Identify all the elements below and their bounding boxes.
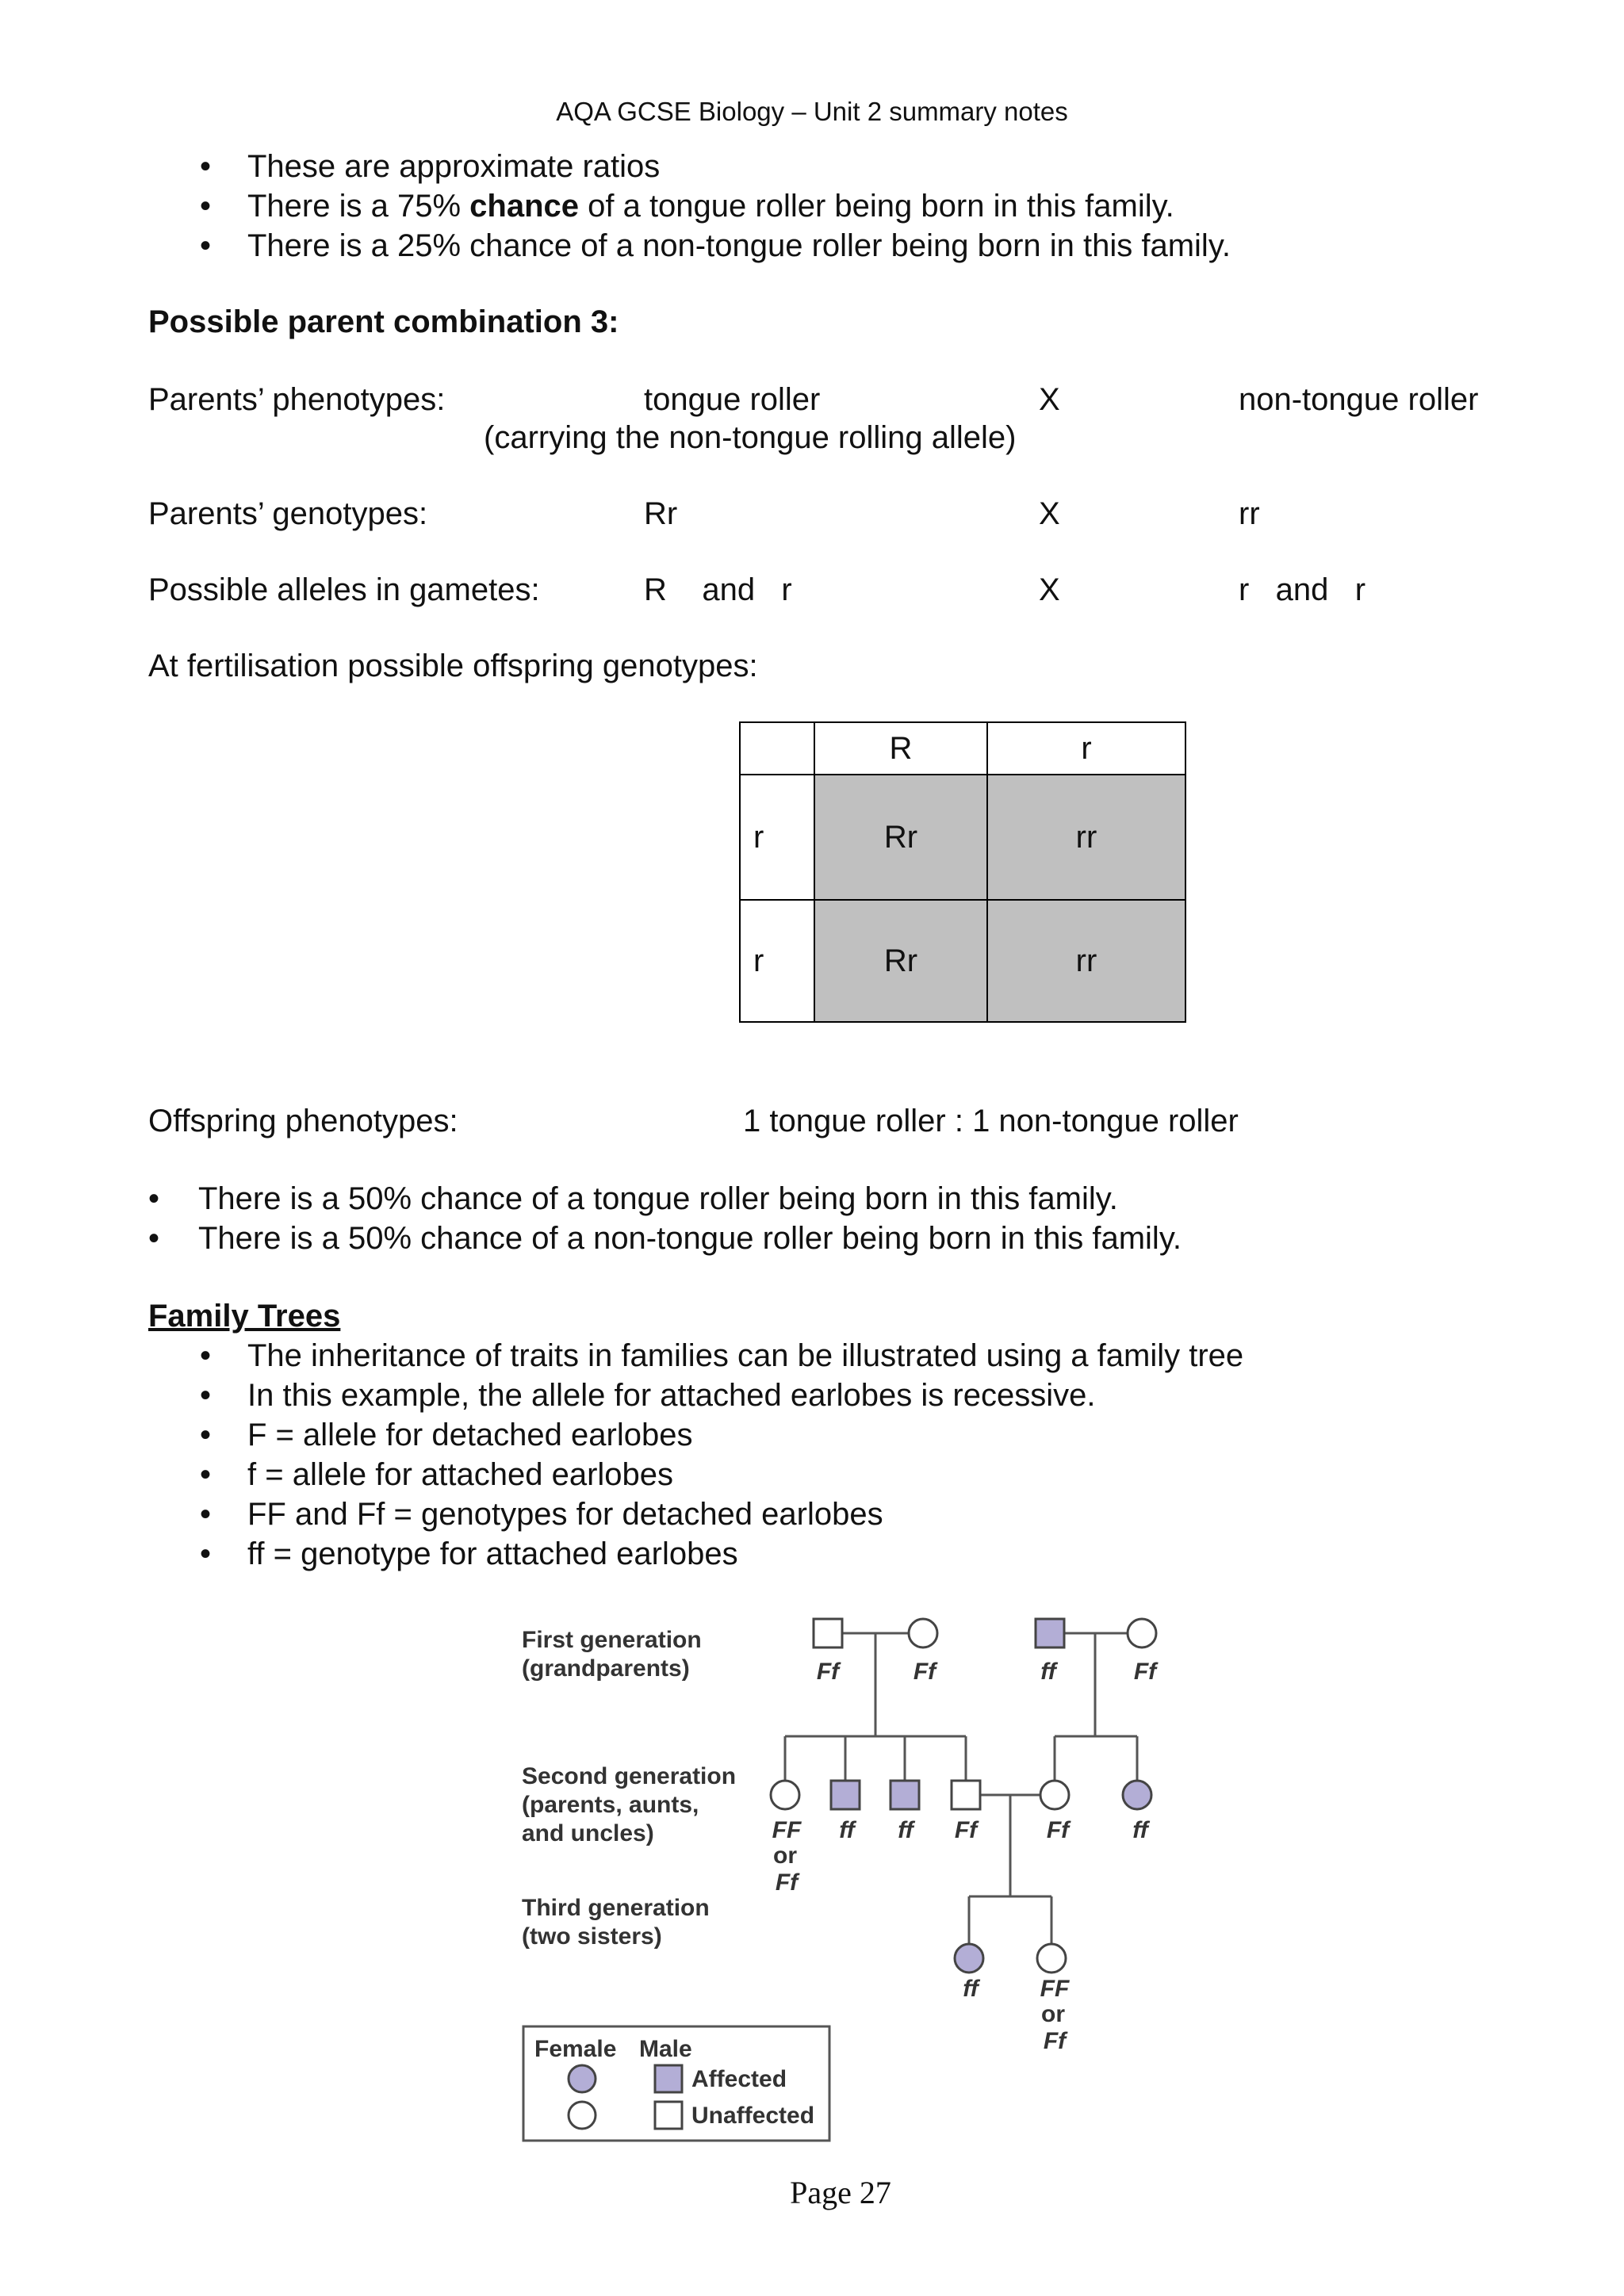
genotype-or: or — [1041, 2001, 1065, 2027]
bullet-marker: • — [200, 149, 212, 184]
genotype-label: Ff — [775, 1869, 799, 1896]
genotype-b: rr — [1239, 496, 1260, 531]
legend-female-affected-icon — [569, 2065, 596, 2092]
genotypes-label: Parents’ genotypes: — [148, 496, 428, 531]
punnett-cell: rr — [987, 900, 1185, 1022]
punnett-cell: Rr — [814, 775, 987, 900]
gen2-male-affected — [831, 1781, 860, 1809]
fertilisation-label: At fertilisation possible offspring genotypes: — [148, 649, 758, 683]
gametes-a: R and r — [644, 572, 792, 607]
punnett-cell: rr — [987, 775, 1185, 900]
gen2-male-affected — [891, 1781, 919, 1809]
punnett-row-header: r — [740, 900, 814, 1022]
gen1-label-line2: (grandparents) — [522, 1655, 690, 1682]
bullet-bold-word: chance — [469, 189, 579, 224]
bullet-marker: • — [200, 189, 212, 224]
genotype-label: Ff — [954, 1817, 978, 1843]
genotype-label: ff — [963, 1976, 979, 2002]
page-number: Page 27 — [790, 2175, 891, 2210]
legend-female-unaffected-icon — [569, 2102, 596, 2129]
bullet-marker: • — [200, 1536, 212, 1571]
genotype-label: Ff — [1133, 1659, 1157, 1685]
gen1-male-unaffected — [814, 1619, 842, 1647]
genotype-label: FF — [1040, 1976, 1070, 2002]
genotype-label: ff — [839, 1817, 855, 1843]
phenotype-cross: X — [1039, 382, 1060, 417]
gen2-female-unaffected — [771, 1781, 799, 1809]
gametes-b: r and r — [1239, 572, 1366, 607]
gen1-male-affected — [1036, 1619, 1064, 1647]
bullet-marker: • — [200, 1497, 212, 1532]
genotype-a: Rr — [644, 496, 678, 531]
bullet-marker: • — [200, 1378, 212, 1413]
bullet-marker: • — [148, 1181, 160, 1216]
legend-male-label: Male — [639, 2036, 692, 2062]
bullet-text: These are approximate ratios — [247, 149, 661, 184]
gen2-label-line1: Second generation — [522, 1763, 737, 1789]
genotype-labels — [772, 1659, 1159, 2054]
legend-male-affected-icon — [655, 2065, 682, 2092]
genotype-label: ff — [898, 1817, 914, 1843]
generation-labels — [522, 1627, 736, 1950]
bullet-text: of a tongue roller being born in this family. — [579, 189, 1174, 224]
family-bullet: The inheritance of traits in families can be illustrated using a family tree — [247, 1338, 1244, 1373]
legend-male-unaffected-icon — [655, 2102, 682, 2129]
gametes-label: Possible alleles in gametes: — [148, 572, 540, 607]
gen2-female-unaffected — [1040, 1781, 1069, 1809]
legend-unaffected-label: Unaffected — [691, 2103, 815, 2129]
bullet-marker: • — [200, 1338, 212, 1373]
genotype-label: FF — [772, 1817, 802, 1843]
gen2-female-affected — [1123, 1781, 1151, 1809]
gametes-cross: X — [1039, 572, 1060, 607]
bullet-marker: • — [148, 1221, 160, 1256]
offspring-label: Offspring phenotypes: — [148, 1104, 458, 1138]
genotype-or: or — [773, 1843, 797, 1869]
family-bullet: ff = genotype for attached earlobes — [247, 1536, 738, 1571]
phenotype-b: non-tongue roller — [1239, 382, 1479, 417]
gen1-female-unaffected — [1128, 1619, 1156, 1647]
chance-bullet-1: There is a 50% chance of a tongue roller being born in this family. — [198, 1181, 1118, 1216]
genotype-label: Ff — [1046, 1817, 1070, 1843]
genotype-label: ff — [1132, 1817, 1148, 1843]
gen3-label-line1: Third generation — [522, 1895, 710, 1921]
phenotypes-label: Parents’ phenotypes: — [148, 382, 446, 417]
page-header: AQA GCSE Biology – Unit 2 summary notes — [556, 97, 1068, 126]
phenotype-a: tongue roller — [644, 382, 821, 417]
combo-heading: Possible parent combination 3: — [148, 304, 619, 339]
legend-affected-label: Affected — [691, 2066, 787, 2092]
gen2-label-line3: and uncles) — [522, 1820, 654, 1846]
genotype-label: ff — [1040, 1659, 1056, 1685]
family-bullet: In this example, the allele for attached earlobes is recessive. — [247, 1378, 1096, 1413]
offspring-value: 1 tongue roller : 1 non-tongue roller — [743, 1104, 1239, 1138]
punnett-col-header: R — [814, 722, 987, 775]
bullet-marker: • — [200, 1457, 212, 1492]
gen3-female-unaffected — [1037, 1944, 1066, 1973]
legend-female-label: Female — [534, 2036, 617, 2062]
gen3-individuals — [955, 1944, 1066, 1973]
family-bullet: FF and Ff = genotypes for detached earlobes — [247, 1497, 883, 1532]
chance-bullet-2: There is a 50% chance of a non-tongue roller being born in this family. — [198, 1221, 1182, 1256]
gen3-label-line2: (two sisters) — [522, 1923, 662, 1950]
phenotype-a-note: (carrying the non-tongue rolling allele) — [484, 420, 1017, 455]
gen3-female-affected — [955, 1944, 983, 1973]
bullet-marker: • — [200, 1418, 212, 1452]
family-bullet: f = allele for attached earlobes — [247, 1457, 674, 1492]
punnett-row-header: r — [740, 775, 814, 900]
bullet-text: There is a 75% — [247, 189, 470, 224]
family-bullet: F = allele for detached earlobes — [247, 1418, 693, 1452]
bullet-text: There is a 25% chance of a non-tongue roller being born in this family. — [247, 228, 1231, 263]
gen2-individuals — [771, 1781, 1151, 1809]
punnett-cell: Rr — [814, 900, 987, 1022]
genotype-cross: X — [1039, 496, 1060, 531]
bullet-marker: • — [200, 228, 212, 263]
gen2-male-unaffected — [952, 1781, 980, 1809]
genotype-label: Ff — [816, 1659, 840, 1685]
genotype-label: Ff — [913, 1659, 936, 1685]
genotype-label: Ff — [1043, 2028, 1067, 2054]
tree-legend — [523, 2026, 829, 2141]
family-trees-heading: Family Trees — [148, 1299, 341, 1334]
gen1-label-line1: First generation — [522, 1627, 702, 1653]
punnett-col-header: r — [987, 722, 1185, 775]
gen2-label-line2: (parents, aunts, — [522, 1792, 699, 1818]
gen1-female-unaffected — [909, 1619, 937, 1647]
